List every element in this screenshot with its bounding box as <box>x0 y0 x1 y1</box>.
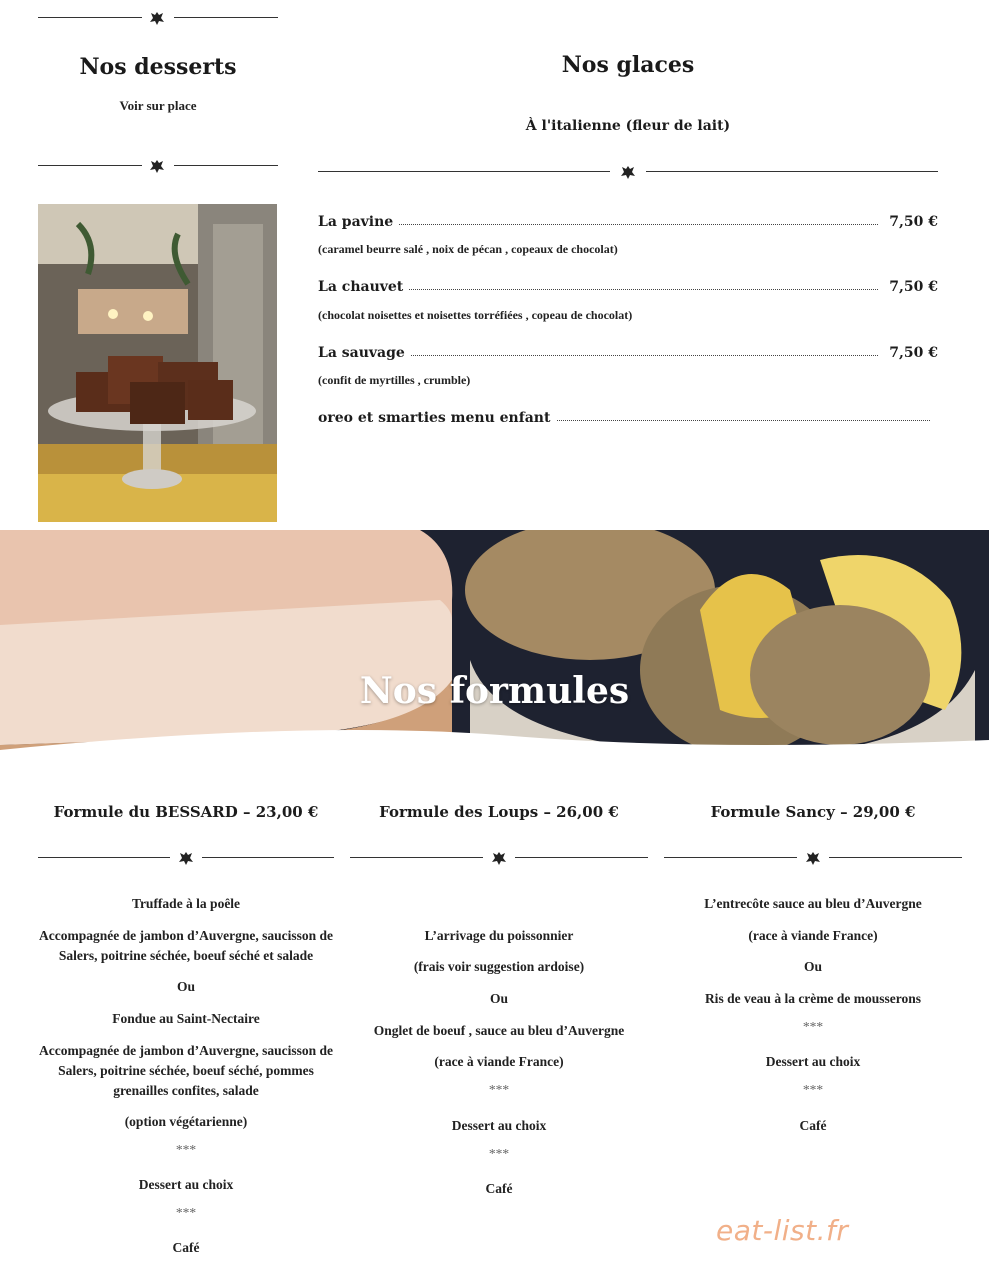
formule-line: Ris de veau à la crème de mousserons <box>704 991 922 1006</box>
item-name: La chauvet <box>318 279 409 295</box>
formule-line: Dessert au choix <box>765 1054 861 1069</box>
item-desc: (chocolat noisettes et noisettes torréfiées , copeau de chocolat) <box>318 308 633 322</box>
divider-formule-2 <box>350 850 648 866</box>
separator-stars: *** <box>802 1082 824 1097</box>
formule-line: L’entrecôte sauce au bleu d’Auvergne <box>704 896 922 911</box>
separator-stars: *** <box>488 1146 510 1161</box>
item-name: La pavine <box>318 214 399 230</box>
dot-leader <box>388 224 878 225</box>
ornament-icon <box>620 164 636 180</box>
formule-line: Accompagnée de jambon d’Auvergne, saucisson de Salers, poitrine séchée, boeuf séché et salade <box>38 928 333 963</box>
desserts-subtitle: Voir sur place <box>119 98 197 113</box>
ornament-icon <box>149 158 165 174</box>
divider-top-left <box>38 10 278 26</box>
formule-line: L’arrivage du poissonnier <box>424 928 574 943</box>
separator-stars: *** <box>802 1019 824 1034</box>
item-price: 7,50 € <box>883 279 938 295</box>
formule-line: (frais voir suggestion ardoise) <box>413 959 585 974</box>
item-price: 7,50 € <box>883 214 938 230</box>
divider-formule-3 <box>664 850 962 866</box>
formule-line: (option végétarienne) <box>124 1114 248 1129</box>
banner-image <box>0 530 989 765</box>
glace-item <box>318 279 938 301</box>
separator-stars: *** <box>488 1082 510 1097</box>
formule-title: Formule du BESSARD – 23,00 € <box>53 803 319 821</box>
item-desc: (confit de myrtilles , crumble) <box>318 373 471 387</box>
formule-line: Fondue au Saint-Nectaire <box>112 1011 260 1026</box>
item-name: oreo et smarties menu enfant <box>318 410 556 426</box>
brownie-photo <box>38 204 277 522</box>
formule-line: (race à viande France) <box>748 928 878 943</box>
desserts-title: Nos desserts <box>79 54 237 80</box>
separator-stars: *** <box>175 1205 197 1220</box>
glace-item <box>318 214 938 236</box>
glace-item <box>318 410 930 432</box>
formule-line: Ou <box>489 991 508 1006</box>
formule-title: Formule Sancy – 29,00 € <box>710 803 916 821</box>
formule-line: Truffade à la poêle <box>131 896 241 911</box>
item-name: La sauvage <box>318 345 411 361</box>
banner <box>0 530 989 765</box>
divider-formule-1 <box>38 850 334 866</box>
item-desc: (caramel beurre salé , noix de pécan , copeaux de chocolat) <box>318 242 618 256</box>
formule-line: Café <box>485 1181 513 1196</box>
formule-line: Accompagnée de jambon d’Auvergne, saucisson de Salers, poitrine séchée, boeuf séché, pommes grenailles confites, salade <box>38 1043 333 1098</box>
divider-glaces <box>318 164 938 180</box>
ornament-icon <box>149 10 165 26</box>
formule-title: Formule des Loups – 26,00 € <box>379 803 619 821</box>
glaces-subtitle: À l'italienne (fleur de lait) <box>525 118 731 134</box>
ornament-icon <box>178 850 194 866</box>
formule-line: Café <box>799 1118 827 1133</box>
formule-line: Ou <box>803 959 822 974</box>
dot-leader <box>398 355 878 356</box>
dot-leader <box>388 289 878 290</box>
dot-leader <box>528 420 930 421</box>
formule-line: Onglet de boeuf , sauce au bleu d’Auvergne <box>373 1023 625 1038</box>
divider-left-2 <box>38 158 278 174</box>
glace-item <box>318 345 938 367</box>
formule-line: Dessert au choix <box>138 1177 234 1192</box>
watermark: eat-list.fr <box>716 1214 849 1247</box>
banner-title: Nos formules <box>359 670 630 712</box>
separator-stars: *** <box>175 1142 197 1157</box>
item-price: 7,50 € <box>883 345 938 361</box>
ornament-icon <box>491 850 507 866</box>
formule-line: Café <box>172 1240 200 1255</box>
ornament-icon <box>805 850 821 866</box>
formule-line: (race à viande France) <box>434 1054 564 1069</box>
formule-line: Dessert au choix <box>451 1118 547 1133</box>
formule-line: Ou <box>176 979 195 994</box>
glaces-title: Nos glaces <box>561 52 695 78</box>
